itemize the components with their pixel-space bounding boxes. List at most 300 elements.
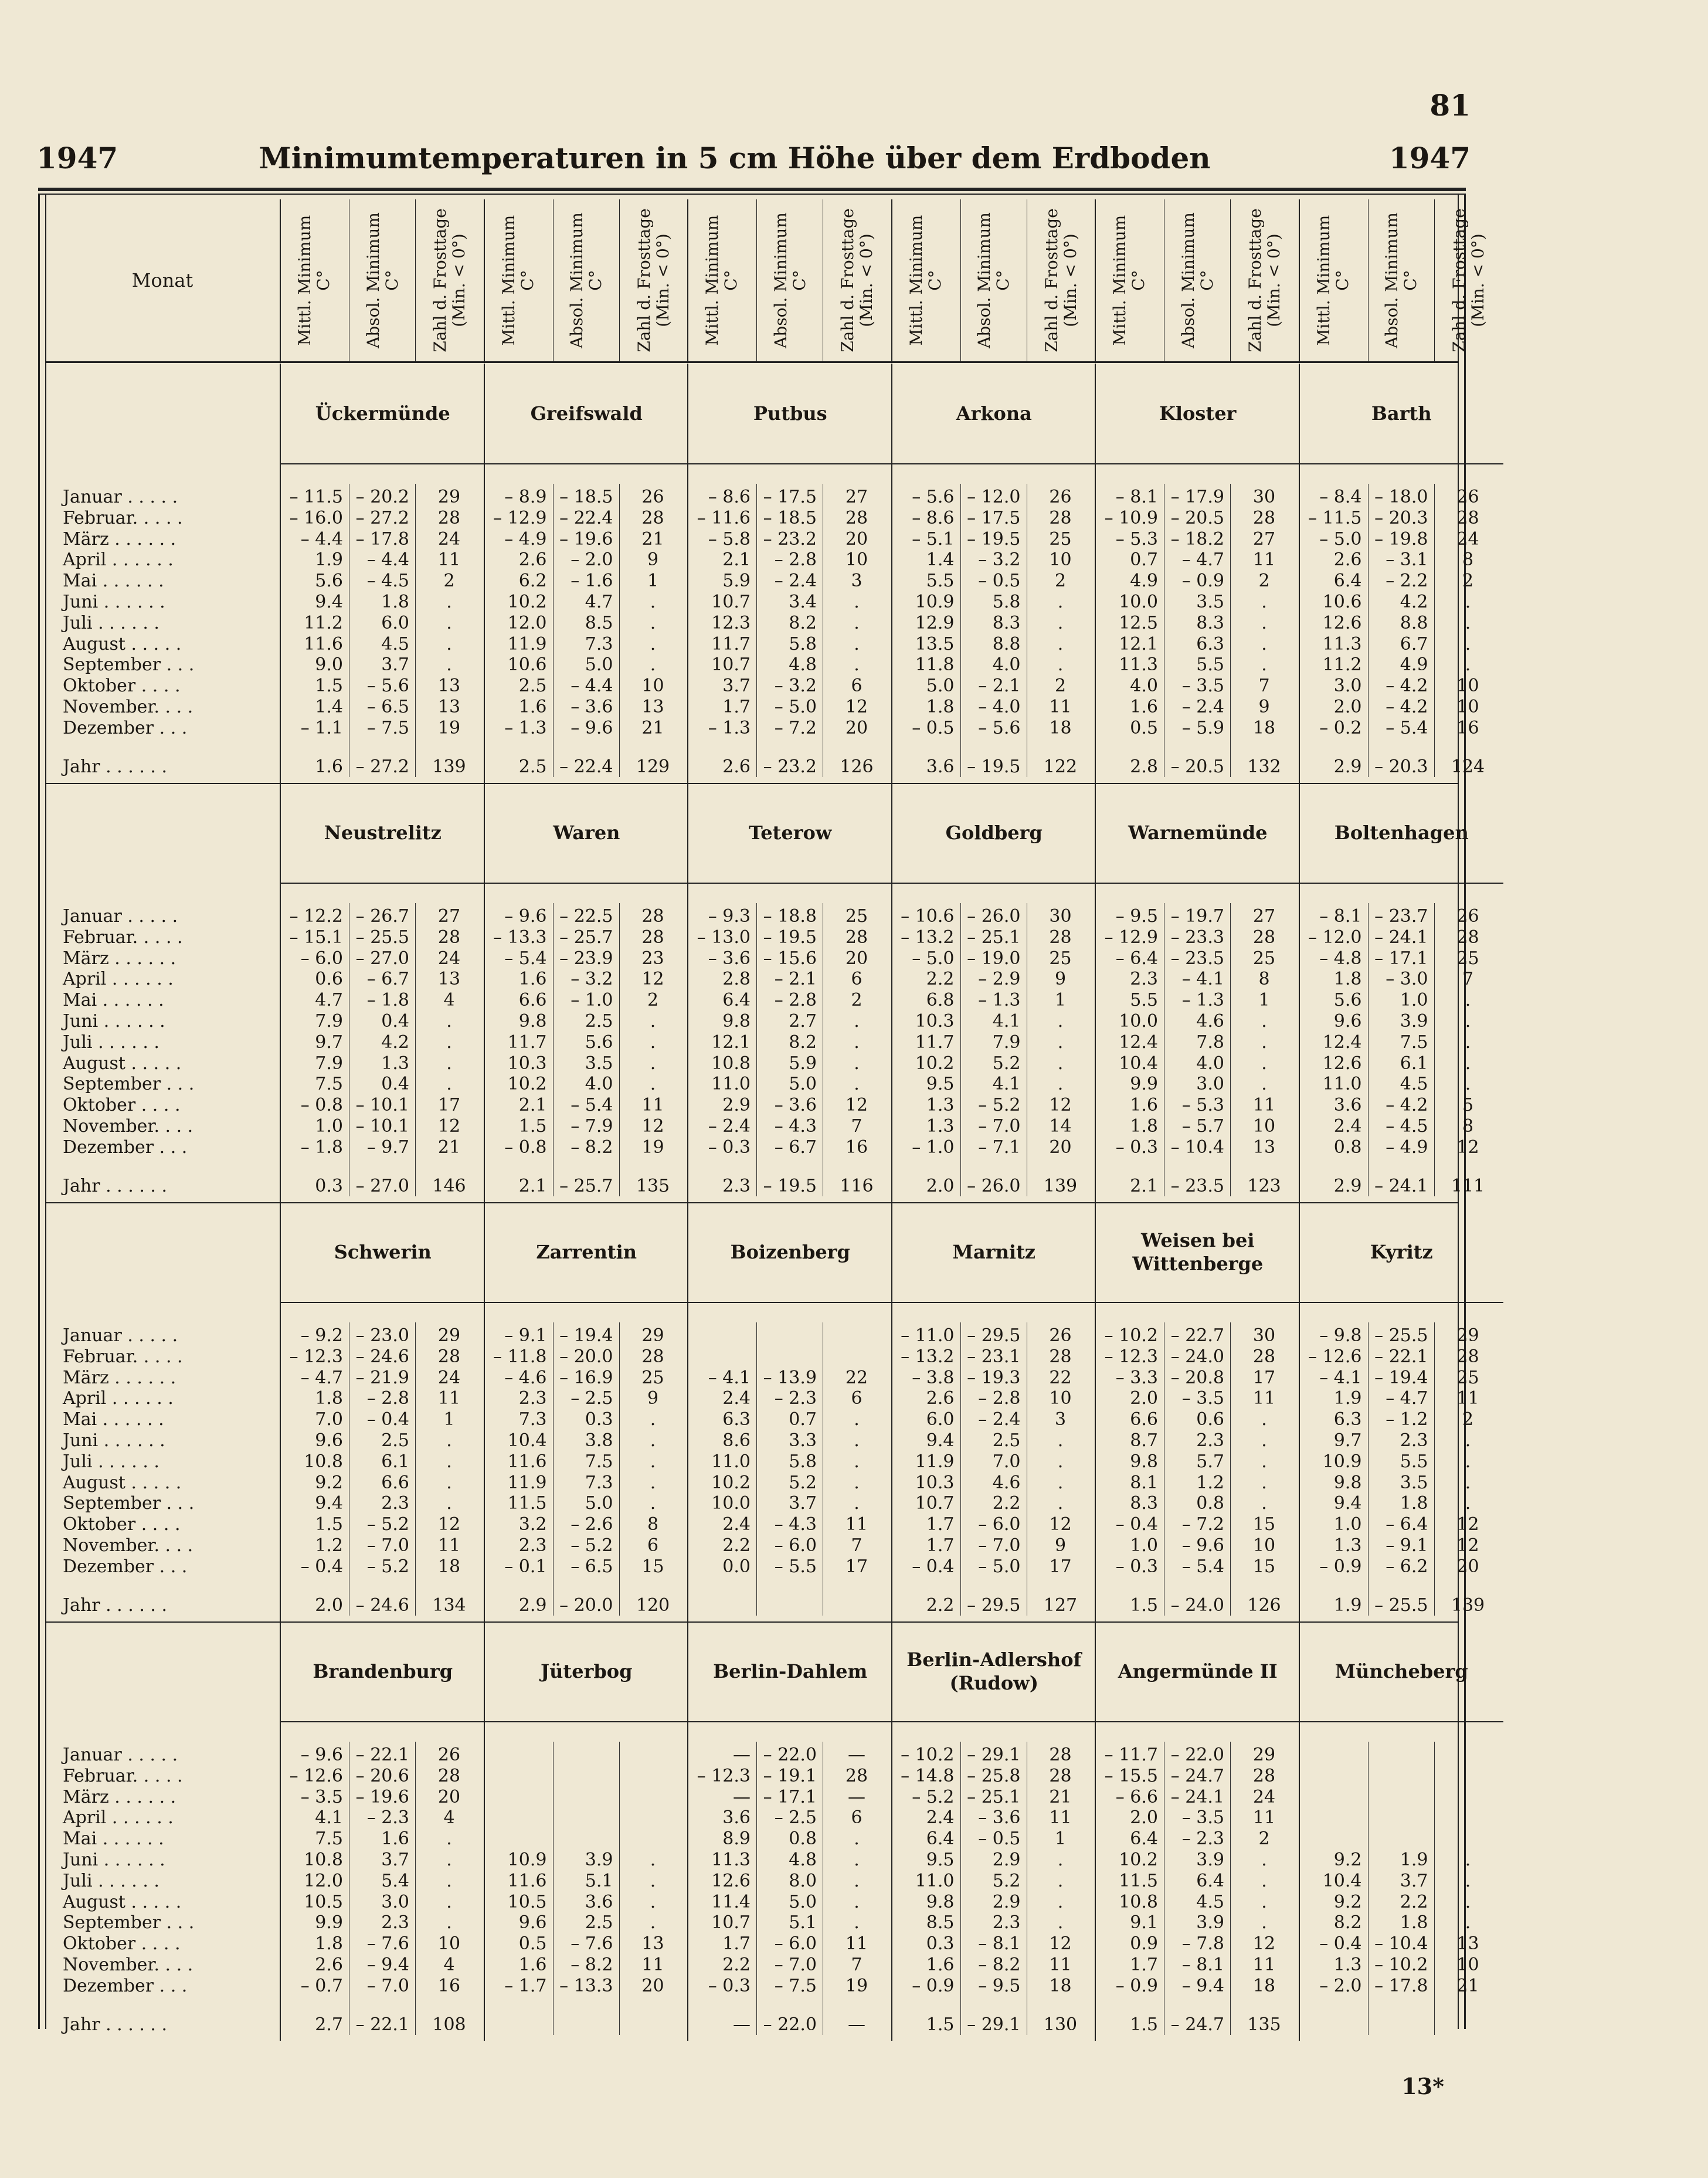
data-cell: 1.2: [315, 1535, 343, 1556]
data-cell: 1.7: [722, 1933, 751, 1955]
data-cell: 9: [647, 549, 659, 571]
data-cell: 1.8: [1130, 1116, 1158, 1137]
data-cell: – 4.3: [774, 1116, 817, 1137]
data-cell: 5.5: [926, 571, 955, 592]
data-cell: – 7.2: [1181, 1514, 1224, 1535]
header-label-line1: Zahl d. Frosttage: [1245, 208, 1265, 352]
data-cell: .: [1057, 1011, 1064, 1032]
data-cell: – 3.5: [300, 1786, 343, 1807]
data-cell: .: [1261, 1472, 1267, 1493]
header-col1: [484, 199, 553, 361]
month-label: November. . . .: [63, 1535, 193, 1556]
data-cell: 28: [845, 927, 868, 948]
data-cell: .: [854, 612, 860, 633]
data-cell: 6: [851, 676, 863, 697]
data-cell: 10.2: [507, 592, 547, 612]
data-cell: – 23.9: [559, 948, 613, 969]
data-cell: 16: [845, 1137, 868, 1158]
data-cell: – 18.5: [763, 507, 817, 528]
header-label-line2: (Min. < 0°): [653, 233, 673, 327]
data-cell: 2.1: [722, 549, 751, 571]
data-cell: 8.2: [1333, 1912, 1362, 1933]
group-line: [280, 1721, 281, 2041]
data-cell: 3.4: [789, 592, 817, 612]
data-cell: – 7.6: [571, 1933, 613, 1955]
data-cell: – 18.5: [559, 487, 613, 507]
data-cell: 6.6: [518, 990, 547, 1011]
data-cell: – 7.5: [774, 1975, 817, 1996]
data-cell: 9.5: [926, 1074, 955, 1095]
station-name: Jüterbog: [484, 1621, 689, 1722]
data-cell: – 22.1: [355, 2014, 409, 2035]
data-cell: – 23.5: [1170, 1176, 1224, 1196]
header-label: [635, 208, 673, 352]
station-name: Neustrelitz: [280, 783, 485, 884]
data-cell: – 22.4: [559, 756, 613, 777]
month-label: Oktober . . . .: [63, 1095, 181, 1116]
data-cell: – 2.2: [1386, 571, 1428, 592]
data-cell: 9.8: [1333, 1472, 1362, 1493]
data-cell: 2.0: [1130, 1388, 1158, 1409]
data-cell: – 17.1: [763, 1786, 817, 1807]
data-cell: 1.8: [926, 697, 955, 717]
data-cell: – 12.3: [1104, 1346, 1158, 1367]
data-cell: .: [854, 1011, 860, 1032]
header-label: [772, 212, 809, 348]
header-label-line2: C°: [1401, 270, 1420, 291]
header-col2: [553, 199, 620, 361]
data-cell: 10.8: [304, 1451, 343, 1472]
data-cell: 7.3: [585, 633, 613, 654]
data-cell: 15: [641, 1556, 664, 1577]
data-cell: .: [446, 612, 452, 633]
column-line: [415, 1322, 416, 1616]
data-cell: .: [446, 1053, 452, 1074]
data-cell: – 1.3: [504, 717, 547, 738]
data-cell: 2.0: [926, 1176, 955, 1196]
data-cell: – 22.0: [1170, 1745, 1224, 1765]
data-cell: 139: [1451, 1595, 1485, 1616]
month-label: Mai . . . . . .: [63, 571, 164, 592]
data-cell: – 2.3: [774, 1388, 817, 1409]
data-cell: 6.0: [381, 612, 409, 633]
data-cell: – 4.9: [504, 528, 547, 549]
data-cell: 28: [1049, 1745, 1072, 1765]
data-cell: – 24.6: [355, 1595, 409, 1616]
month-label: September . . .: [63, 654, 195, 676]
data-cell: 0.5: [518, 1933, 547, 1955]
data-cell: .: [1261, 1032, 1267, 1053]
data-cell: 27: [845, 487, 868, 507]
header-label-line2: C°: [925, 270, 945, 291]
column-line: [415, 1742, 416, 2035]
data-cell: 9.2: [1333, 1850, 1362, 1870]
data-cell: .: [446, 1891, 452, 1912]
data-cell: 25: [641, 1367, 664, 1388]
data-cell: .: [1465, 1451, 1471, 1472]
data-cell: – 13.2: [901, 1346, 955, 1367]
column-line: [1230, 1742, 1231, 2035]
data-cell: 12.4: [1119, 1032, 1158, 1053]
data-cell: .: [650, 1451, 656, 1472]
data-cell: 3.0: [381, 1891, 409, 1912]
data-cell: 17: [437, 1095, 461, 1116]
header-label-line2: C°: [1129, 270, 1148, 291]
data-cell: 6.7: [1400, 633, 1428, 654]
data-cell: – 1.8: [300, 1137, 343, 1158]
header-col2: [1368, 199, 1435, 361]
data-cell: – 1.3: [708, 717, 751, 738]
data-cell: 3.9: [1196, 1912, 1224, 1933]
header-label-line1: Absol. Minimum: [1382, 212, 1401, 348]
data-cell: 11.3: [1119, 654, 1158, 676]
data-cell: 1.3: [926, 1116, 955, 1137]
data-cell: 2.2: [1400, 1891, 1428, 1912]
data-cell: 3.9: [1400, 1011, 1428, 1032]
data-cell: 3.7: [722, 676, 751, 697]
group-line: [891, 883, 892, 1202]
data-cell: 1.9: [1333, 1595, 1362, 1616]
data-cell: .: [446, 1451, 452, 1472]
data-cell: .: [1261, 1850, 1267, 1870]
data-cell: 12.1: [1119, 633, 1158, 654]
data-cell: 6.6: [1130, 1409, 1158, 1430]
data-cell: .: [854, 1850, 860, 1870]
data-cell: – 16.0: [289, 507, 343, 528]
data-cell: 11: [845, 1933, 868, 1955]
data-cell: .: [1261, 1011, 1267, 1032]
data-cell: 12.5: [1119, 612, 1158, 633]
data-cell: – 9.8: [1319, 1325, 1362, 1346]
data-cell: 0.9: [1130, 1933, 1158, 1955]
data-cell: .: [1261, 612, 1267, 633]
month-label: Januar . . . . .: [63, 1745, 178, 1765]
data-cell: 10: [1252, 1116, 1276, 1137]
data-cell: – 21.9: [355, 1367, 409, 1388]
data-cell: 3.9: [1196, 1850, 1224, 1870]
data-cell: .: [1261, 654, 1267, 676]
data-cell: 3.0: [1196, 1074, 1224, 1095]
data-cell: 9.7: [315, 1032, 343, 1053]
data-cell: .: [1057, 1912, 1064, 1933]
station-name: Weisen bei Wittenberge: [1095, 1202, 1300, 1303]
column-line: [619, 1742, 620, 2035]
data-cell: 1.7: [1130, 1955, 1158, 1975]
data-cell: 9.2: [315, 1472, 343, 1493]
data-cell: 2.5: [585, 1912, 613, 1933]
data-cell: 2.4: [1333, 1116, 1362, 1137]
data-cell: – 4.1: [1181, 969, 1224, 990]
data-cell: – 5.7: [1181, 1116, 1224, 1137]
data-cell: – 4.6: [504, 1367, 547, 1388]
data-cell: – 4.3: [774, 1514, 817, 1535]
data-cell: – 20.6: [355, 1765, 409, 1786]
data-cell: – 22.4: [559, 507, 613, 528]
station-name: Teterow: [687, 783, 892, 884]
data-cell: 1.5: [518, 1116, 547, 1137]
data-cell: – 6.5: [366, 697, 409, 717]
data-cell: 30: [1049, 906, 1072, 927]
data-cell: 12: [1252, 1933, 1276, 1955]
data-cell: 4.0: [1130, 676, 1158, 697]
data-cell: – 8.4: [1319, 487, 1362, 507]
data-cell: – 9.4: [1181, 1975, 1224, 1996]
data-cell: – 5.4: [1181, 1556, 1224, 1577]
data-cell: – 4.5: [366, 571, 409, 592]
data-cell: – 3.2: [774, 676, 817, 697]
data-cell: 6.2: [518, 571, 547, 592]
data-cell: 9.8: [1130, 1451, 1158, 1472]
data-cell: 5.2: [992, 1053, 1021, 1074]
header-label: [431, 208, 468, 352]
data-cell: 2.5: [992, 1430, 1021, 1451]
data-cell: 1.7: [926, 1514, 955, 1535]
data-cell: – 10.4: [1170, 1137, 1224, 1158]
data-cell: – 4.9: [1386, 1137, 1428, 1158]
data-cell: 1.3: [1333, 1535, 1362, 1556]
data-cell: – 9.5: [1115, 906, 1158, 927]
data-cell: 16: [437, 1975, 461, 1996]
data-cell: – 24.0: [1170, 1346, 1224, 1367]
data-cell: 2.5: [518, 676, 547, 697]
header-label-line1: Zahl d. Frosttage: [1449, 208, 1469, 352]
group-line: [687, 1721, 688, 2041]
data-cell: 11.9: [507, 1472, 547, 1493]
data-cell: .: [1465, 1472, 1471, 1493]
header-col3: [415, 199, 484, 361]
data-cell: 10.4: [507, 1430, 547, 1451]
data-cell: – 24.6: [355, 1346, 409, 1367]
data-cell: 3.7: [381, 654, 409, 676]
data-cell: 1.6: [1130, 697, 1158, 717]
data-cell: – 8.2: [978, 1955, 1021, 1975]
data-cell: .: [650, 1011, 656, 1032]
data-cell: 0.3: [926, 1933, 955, 1955]
data-cell: – 7.1: [978, 1137, 1021, 1158]
data-cell: 11.3: [711, 1850, 751, 1870]
data-cell: – 0.3: [708, 1137, 751, 1158]
data-cell: – 10.1: [355, 1095, 409, 1116]
data-cell: .: [1057, 1053, 1064, 1074]
data-cell: – 6.7: [366, 969, 409, 990]
data-cell: .: [1465, 990, 1471, 1011]
data-cell: .: [446, 1870, 452, 1891]
data-cell: 2.2: [926, 969, 955, 990]
data-cell: 11: [1252, 1955, 1276, 1975]
data-cell: 2.6: [1333, 549, 1362, 571]
data-cell: 8.9: [722, 1828, 751, 1850]
data-cell: – 0.3: [1115, 1137, 1158, 1158]
data-cell: 2.9: [722, 1095, 751, 1116]
header-label: [1111, 215, 1148, 346]
header-label-line1: Mittl. Minimum: [295, 215, 314, 346]
month-label: Juli . . . . . .: [63, 1870, 159, 1891]
data-cell: 6.4: [926, 1828, 955, 1850]
data-cell: 27: [1252, 906, 1276, 927]
data-cell: 9.8: [926, 1891, 955, 1912]
data-cell: – 25.7: [559, 1176, 613, 1196]
data-cell: 1.9: [1400, 1850, 1428, 1870]
header-label: [1179, 212, 1217, 348]
data-cell: 9.8: [722, 1011, 751, 1032]
data-cell: – 0.3: [708, 1975, 751, 1996]
data-cell: 3.5: [1400, 1472, 1428, 1493]
data-cell: 5.2: [789, 1472, 817, 1493]
data-cell: – 13.3: [559, 1975, 613, 1996]
header-label-line2: C°: [1197, 270, 1217, 291]
data-cell: – 12.9: [1104, 927, 1158, 948]
data-cell: 2.9: [1333, 1176, 1362, 1196]
data-cell: 0.6: [1196, 1409, 1224, 1430]
data-cell: 1.8: [1333, 969, 1362, 990]
data-cell: 6.1: [381, 1451, 409, 1472]
data-cell: 9.4: [1333, 1493, 1362, 1514]
data-cell: – 22.5: [559, 906, 613, 927]
data-cell: 21: [437, 1137, 461, 1158]
header-label-line1: Mittl. Minimum: [1313, 215, 1333, 346]
data-cell: 10: [1049, 1388, 1072, 1409]
data-cell: 12: [1456, 1514, 1479, 1535]
data-cell: – 23.2: [763, 756, 817, 777]
data-cell: .: [650, 654, 656, 676]
data-cell: .: [1057, 1493, 1064, 1514]
data-cell: 8.8: [992, 633, 1021, 654]
column-line: [1230, 1322, 1231, 1616]
data-cell: 10.8: [304, 1850, 343, 1870]
data-cell: 11: [1252, 1388, 1276, 1409]
data-cell: – 2.6: [571, 1514, 613, 1535]
data-cell: 1.3: [1333, 1955, 1362, 1975]
data-cell: 25: [1252, 948, 1276, 969]
data-cell: 7.5: [1400, 1032, 1428, 1053]
data-cell: – 17.1: [1374, 948, 1428, 969]
data-cell: 25: [1456, 1367, 1479, 1388]
data-cell: – 2.8: [978, 1388, 1021, 1409]
data-cell: 11.6: [507, 1870, 547, 1891]
data-cell: .: [650, 1074, 656, 1095]
header-label: [703, 215, 741, 346]
data-cell: —: [848, 1745, 865, 1765]
data-cell: .: [650, 1850, 656, 1870]
data-cell: 12: [1456, 1137, 1479, 1158]
data-cell: .: [446, 633, 452, 654]
data-cell: 18: [1049, 1975, 1072, 1996]
data-cell: 2.7: [315, 2014, 343, 2035]
data-cell: .: [446, 1850, 452, 1870]
data-cell: – 17.5: [967, 507, 1021, 528]
station-block: [45, 1621, 1479, 2041]
data-cell: – 10.4: [1374, 1933, 1428, 1955]
data-cell: 7.0: [315, 1409, 343, 1430]
data-cell: 12: [1456, 1535, 1479, 1556]
data-cell: – 0.1: [504, 1556, 547, 1577]
data-cell: 8: [1462, 1116, 1474, 1137]
data-cell: – 2.1: [774, 969, 817, 990]
data-cell: 2.4: [926, 1807, 955, 1828]
data-cell: 6: [647, 1535, 659, 1556]
data-cell: .: [650, 1870, 656, 1891]
data-cell: .: [1465, 654, 1471, 676]
data-cell: 13: [437, 676, 461, 697]
data-cell: 1: [1054, 1828, 1067, 1850]
data-cell: – 22.1: [355, 1745, 409, 1765]
data-cell: .: [1465, 1870, 1471, 1891]
data-cell: – 9.6: [1181, 1535, 1224, 1556]
data-cell: 5.6: [585, 1032, 613, 1053]
data-cell: 2.6: [722, 756, 751, 777]
data-cell: .: [854, 1472, 860, 1493]
data-cell: – 0.8: [300, 1095, 343, 1116]
data-cell: —: [733, 2014, 751, 2035]
data-cell: 11.2: [1322, 654, 1362, 676]
data-cell: – 9.6: [504, 906, 547, 927]
column-line: [619, 484, 620, 777]
data-cell: – 2.4: [774, 571, 817, 592]
data-cell: 2.3: [518, 1535, 547, 1556]
data-cell: – 15.5: [1104, 1765, 1158, 1786]
data-cell: – 3.6: [978, 1807, 1021, 1828]
header-label-line1: Zahl d. Frosttage: [1041, 208, 1061, 352]
data-cell: .: [854, 1074, 860, 1095]
data-cell: – 7.0: [978, 1535, 1021, 1556]
data-cell: 3: [1054, 1409, 1067, 1430]
data-cell: .: [854, 1912, 860, 1933]
data-cell: – 17.5: [763, 487, 817, 507]
data-cell: 11.9: [915, 1451, 955, 1472]
data-cell: .: [1465, 1032, 1471, 1053]
data-cell: 139: [1043, 1176, 1078, 1196]
data-cell: 2.3: [1400, 1430, 1428, 1451]
data-cell: – 24.1: [1170, 1786, 1224, 1807]
data-cell: 11.3: [1322, 633, 1362, 654]
data-cell: —: [733, 1786, 751, 1807]
data-cell: 0.3: [315, 1176, 343, 1196]
data-cell: 28: [437, 507, 461, 528]
data-cell: – 10.2: [1104, 1325, 1158, 1346]
data-cell: 11: [1252, 1095, 1276, 1116]
data-cell: – 4.4: [571, 676, 613, 697]
data-cell: .: [1465, 592, 1471, 612]
data-cell: 11.0: [711, 1451, 751, 1472]
data-cell: – 3.6: [571, 697, 613, 717]
data-cell: 4.9: [1400, 654, 1428, 676]
data-cell: – 12.6: [289, 1765, 343, 1786]
data-cell: .: [1057, 1870, 1064, 1891]
data-cell: 11.5: [1119, 1870, 1158, 1891]
data-cell: 9.6: [518, 1912, 547, 1933]
data-cell: 1.6: [518, 697, 547, 717]
month-label: Mai . . . . . .: [63, 1828, 164, 1850]
data-cell: 6.3: [1333, 1409, 1362, 1430]
data-cell: 11.6: [304, 633, 343, 654]
data-cell: – 0.5: [912, 717, 955, 738]
data-cell: – 3.6: [708, 948, 751, 969]
data-cell: – 3.0: [1386, 969, 1428, 990]
data-cell: 1.3: [926, 1095, 955, 1116]
data-cell: 4.5: [1400, 1074, 1428, 1095]
data-cell: 2: [1054, 676, 1067, 697]
month-label: November. . . .: [63, 697, 193, 717]
data-cell: 3.6: [585, 1891, 613, 1912]
header-label-line1: Absol. Minimum: [1178, 212, 1198, 348]
data-cell: – 13.0: [697, 927, 751, 948]
data-cell: 12.3: [711, 612, 751, 633]
header-label-line1: Mittl. Minimum: [498, 215, 518, 346]
data-cell: – 24.1: [1374, 1176, 1428, 1196]
data-cell: 28: [1049, 1765, 1072, 1786]
month-label: Dezember . . .: [63, 1137, 188, 1158]
data-cell: – 9.5: [978, 1975, 1021, 1996]
